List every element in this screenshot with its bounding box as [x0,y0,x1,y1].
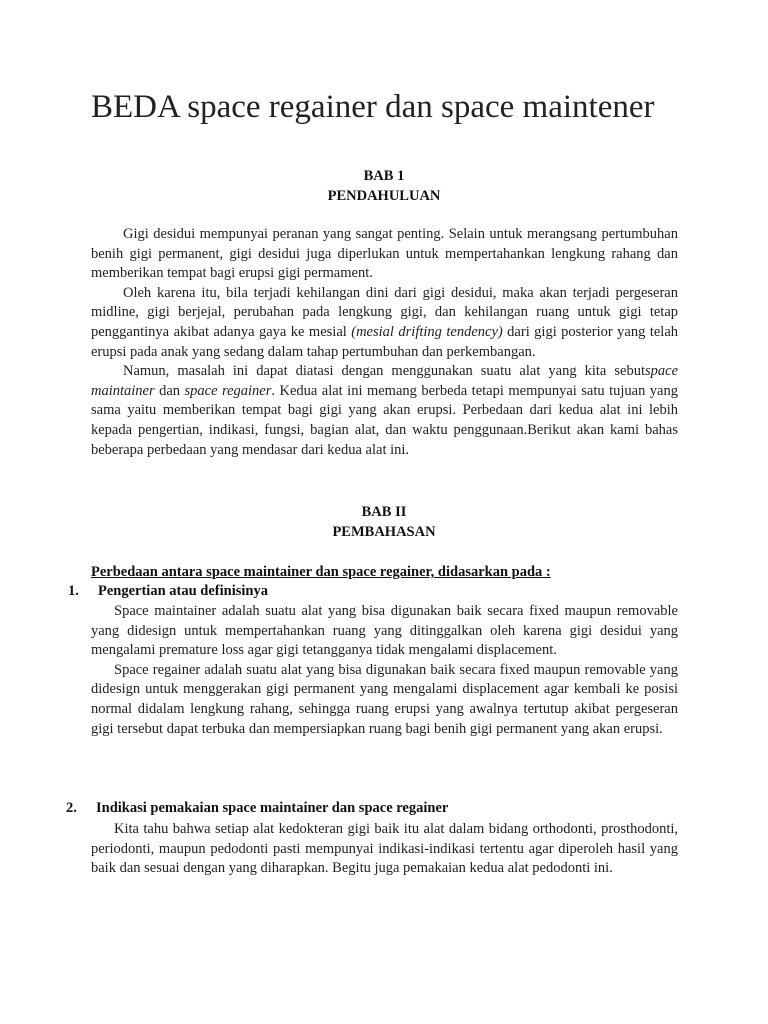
paragraph-text: dari gigi posterior yang telah erupsi pada anak yang sedang dalam tahap pertumbuhan dan perkembangan. [91,323,679,360]
bab2-heading: PEMBAHASAN [332,524,436,540]
bab2-label: BAB II [361,504,407,520]
paragraph-text: Namun, masalah ini dapat diatasi dengan menggunakan suatu alat yang kita sebut [123,363,645,380]
bab1-body [91,225,678,460]
list-number: 1. [68,583,79,599]
italic-term: (mesial drifting tendency) [351,323,503,340]
paragraph-text: . Kedua alat ini memang berbeda tetapi mempunyai satu tujuan yang sama yaitu memberikan tempat bagi gigi yang akan erupsi. Perbedaan dari kedua alat ini lebih kepada pengertian, indikasi, fungsi, bagian alat, dan waktu penggunaan.Berikut akan kami bahas beberapa perbedaan yang mendasar dari kedua alat ini. [91,382,678,458]
paragraph [91,820,678,879]
paragraph-text: Gigi desidui mempunyai peranan yang sangat penting. Selain untuk merangsang pertumbuhan benih gigi permanent, gigi desidui juga diperlukan untuk mempertahankan lengkung rahang dan memberikan tempat bagi erupsi gigi permament. [91,226,678,282]
list-item-heading [66,798,449,818]
italic-term: space maintainer [91,363,678,399]
paragraph [91,284,678,362]
paragraph-text: Kita tahu bahwa setiap alat kedokteran gigi baik itu alat dalam bidang orthodonti, prosthodonti, periodonti, maupun pedodonti pasti mempunyai indikasi-indikasi tertentu agar diperoleh hasil yang baik dan sesuai dengan yang diharapkan. Begitu juga pemakaian kedua alat pedodonti ini. [91,821,678,877]
italic-term: space regainer [184,382,272,399]
section-title: Perbedaan antara space maintainer dan space regainer, didasarkan pada : [91,564,551,580]
bab1-heading: PENDAHULUAN [327,188,441,204]
list-item-heading [68,581,268,601]
paragraph [91,225,678,284]
list-item-title: Pengertian atau definisinya [98,583,268,599]
paragraph [91,661,678,739]
paragraph-text: dan [154,382,185,399]
list-number: 2. [66,800,77,816]
document-title: BEDA space regainer dan space maintener [91,89,655,125]
item1-body [91,602,678,739]
paragraph-text: Space regainer adalah suatu alat yang bisa digunakan baik secara fixed maupun removable yang didesign untuk menggerakan gigi permanent yang mengalami displacement agar kembali ke posisi normal didalam lengkung rahang, sehingga ruang erupsi yang awalnya tertutup akibat pergeseran gigi tersebut dapat terbuka dan mempersiapkan ruang bagi benih gigi permanent yang akan erupsi. [91,661,678,737]
bab1-label: BAB 1 [363,168,405,184]
paragraph-text: Space maintainer adalah suatu alat yang bisa digunakan baik secara fixed maupun removable yang didesign untuk mempertahankan ruang yang ditinggalkan oleh karena gigi desidui yang mengalami premature loss agar gigi tetangganya tidak mengalami displacement. [91,603,678,659]
paragraph [91,602,678,661]
item2-body [91,820,678,879]
paragraph-text: Oleh karena itu, bila terjadi kehilangan dini dari gigi desidui, maka akan terjadi pergeseran midline, gigi berjejal, perubahan pada lengkung gigi, dan kehilangan ruang untuk gigi tetap penggantinya akibat adanya gaya ke mesial [91,284,678,340]
paragraph [91,362,678,460]
list-item-title: Indikasi pemakaian space maintainer dan space regainer [96,800,449,816]
